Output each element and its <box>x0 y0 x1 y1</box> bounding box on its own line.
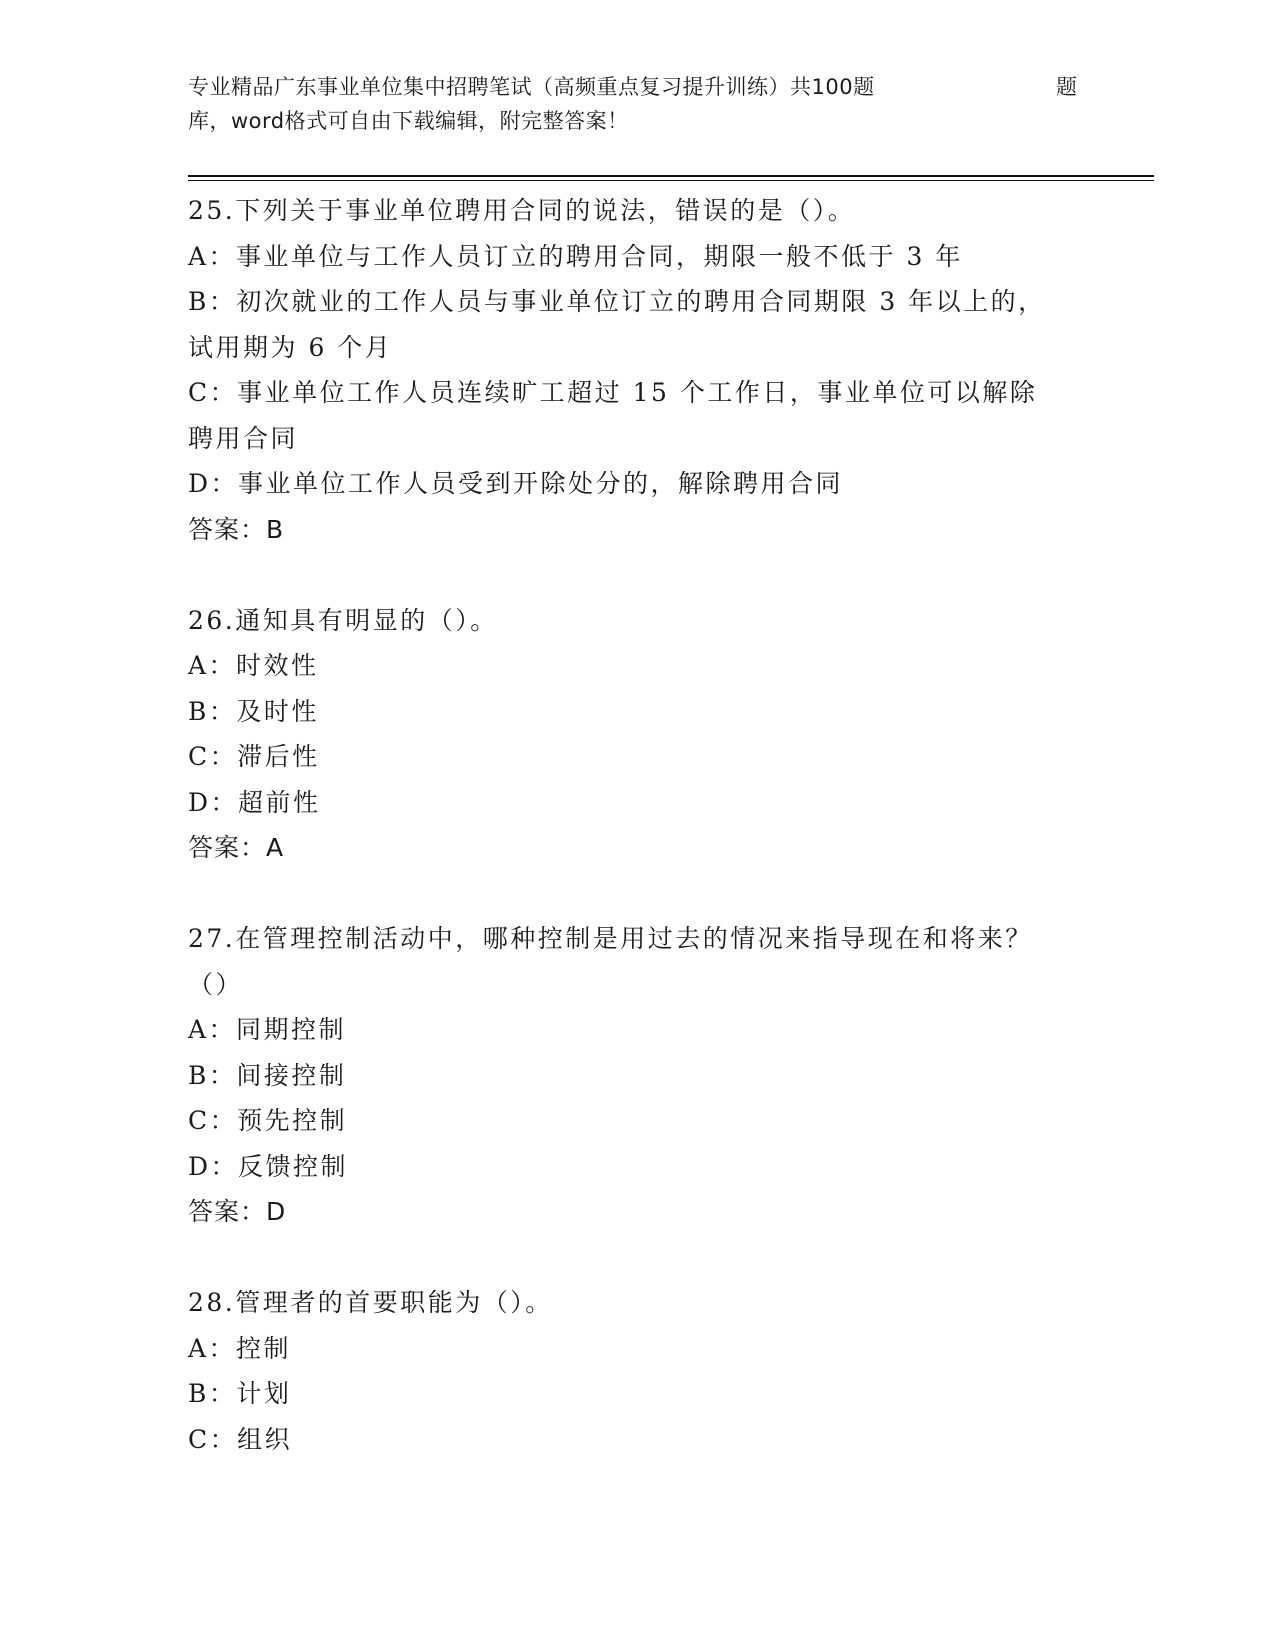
header-line-1-tail: 题 <box>1056 75 1078 99</box>
question-stem-continued: （） <box>188 969 244 999</box>
question-item <box>188 916 1078 1235</box>
option-c: C：预先控制 <box>188 1106 348 1135</box>
option-b: B：间接控制 <box>188 1060 347 1090</box>
question-item <box>188 598 1078 871</box>
option-b: B：初次就业的工作人员与事业单位订立的聘用合同期限 3 年以上的， <box>188 287 1046 316</box>
question-stem: 28.管理者的首要职能为（）。 <box>188 1288 553 1317</box>
header-divider-thin <box>188 180 1154 181</box>
spacer <box>188 871 1078 917</box>
question-list <box>188 188 1078 1462</box>
option-a: A：时效性 <box>188 651 319 680</box>
answer-label: 答案：D <box>188 1197 287 1226</box>
option-b: B：计划 <box>188 1379 292 1408</box>
header-line-2: 库，word格式可自由下载编辑，附完整答案！ <box>188 109 629 133</box>
option-a: A：控制 <box>188 1333 292 1363</box>
spacer <box>188 552 1078 598</box>
option-c: C：滞后性 <box>188 742 320 771</box>
option-d: D：超前性 <box>188 787 321 817</box>
option-c: C：事业单位工作人员连续旷工超过 15 个工作日，事业单位可以解除 <box>188 378 1038 407</box>
question-stem: 26.通知具有明显的（）。 <box>188 605 498 635</box>
option-c-continued: 聘用合同 <box>188 423 299 453</box>
question-item <box>188 188 1078 552</box>
option-c: C：组织 <box>188 1424 293 1454</box>
header-divider-thick <box>188 175 1154 177</box>
option-b-continued: 试用期为 6 个月 <box>188 332 393 362</box>
spacer <box>188 1235 1078 1281</box>
question-stem: 27.在管理控制活动中，哪种控制是用过去的情况来指导现在和将来？ <box>188 924 1033 953</box>
document-header <box>188 70 1088 138</box>
question-item <box>188 1280 1078 1462</box>
answer-label: 答案：A <box>188 833 285 862</box>
option-a: A：事业单位与工作人员订立的聘用合同，期限一般不低于 3 年 <box>188 241 963 271</box>
answer-label: 答案：B <box>188 514 285 544</box>
option-d: D：反馈控制 <box>188 1151 349 1181</box>
option-a: A：同期控制 <box>188 1015 347 1044</box>
option-b: B：及时性 <box>188 696 319 726</box>
question-stem: 25.下列关于事业单位聘用合同的说法，错误的是（）。 <box>188 196 856 225</box>
header-line-1: 专业精品广东事业单位集中招聘笔试（高频重点复习提升训练）共100题 <box>188 75 875 99</box>
option-d: D：事业单位工作人员受到开除处分的，解除聘用合同 <box>188 469 844 498</box>
